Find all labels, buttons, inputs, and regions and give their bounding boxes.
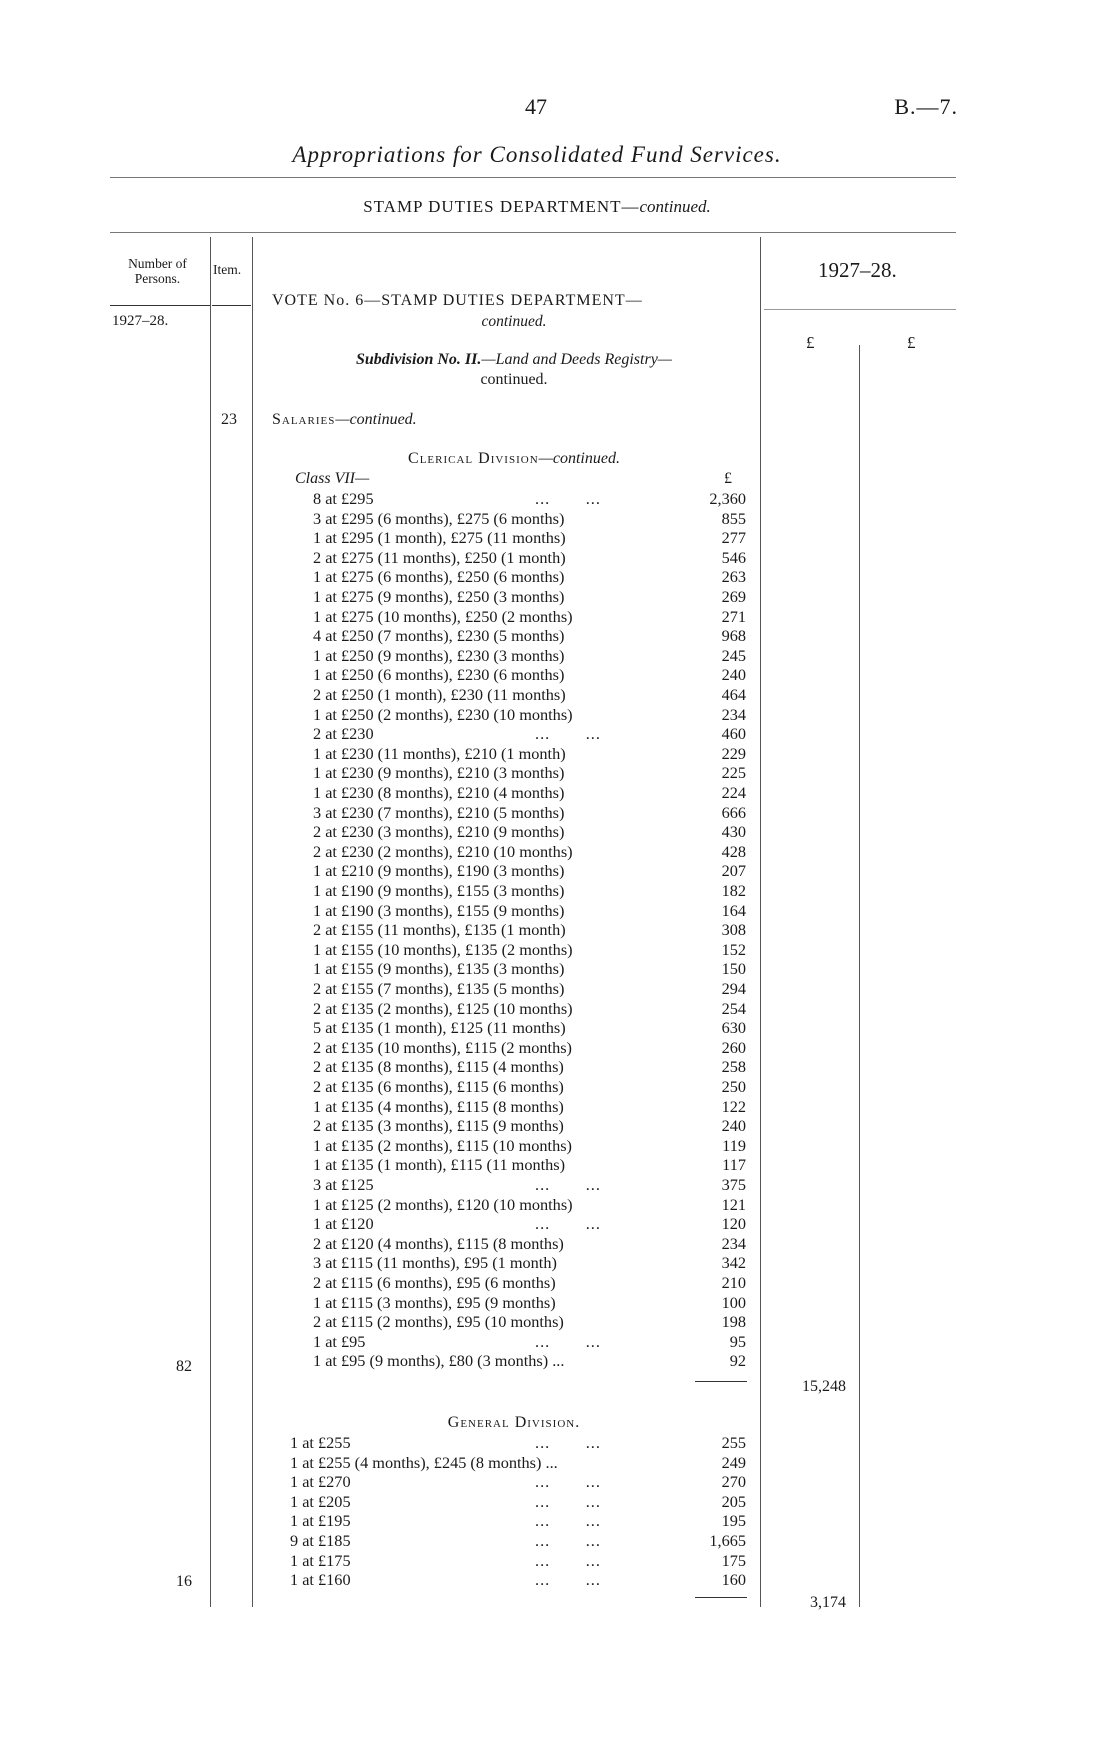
clerical-row-description: 2 at £155 (11 months), £135 (1 month)	[313, 920, 566, 940]
clerical-row-description: 1 at £155 (9 months), £135 (3 months)	[313, 959, 565, 979]
clerical-row-amount: 269	[721, 587, 746, 606]
clerical-row-description: 2 at £230 (3 months), £210 (9 months)	[313, 822, 565, 842]
clerical-row-description: 2 at £115 (2 months), £95 (10 months)	[313, 1312, 564, 1332]
clerical-row-amount: 428	[721, 841, 746, 861]
clerical-row	[0, 1116, 760, 1136]
general-row-description: 1 at £255 (4 months), £245 (8 months) ...	[290, 1452, 558, 1472]
general-row-leader-dots: ... ...	[535, 1472, 601, 1492]
clerical-row-amount: 92	[729, 1351, 746, 1371]
general-division-label: General Division.	[447, 1414, 581, 1431]
clerical-row-description: 1 at £230 (8 months), £210 (4 months)	[313, 783, 565, 802]
clerical-row	[0, 1273, 760, 1293]
subdivision-continued: continued.	[480, 371, 548, 388]
clerical-row	[0, 999, 760, 1019]
clerical-total-rule	[695, 1381, 747, 1382]
clerical-row-amount: 855	[721, 508, 746, 528]
clerical-division-continued: —continued.	[538, 450, 620, 467]
clerical-row-amount: 224	[721, 783, 746, 802]
clerical-row-amount: 308	[721, 920, 746, 940]
clerical-row	[0, 646, 760, 666]
clerical-row-amount: 150	[721, 959, 746, 979]
clerical-row	[0, 822, 760, 842]
clerical-row	[0, 1175, 760, 1195]
general-row-leader-dots: ... ...	[535, 1491, 601, 1511]
clerical-row	[0, 1293, 760, 1313]
pound-column-rule	[859, 345, 860, 1607]
clerical-row-description: 2 at £120 (4 months), £115 (8 months)	[313, 1233, 564, 1253]
clerical-row-amount: 375	[721, 1175, 746, 1194]
general-subtotal: 3,174	[810, 1594, 846, 1611]
pound-header-1: £	[806, 333, 815, 352]
department-continued: continued.	[639, 197, 711, 216]
clerical-row-description: 4 at £250 (7 months), £230 (5 months)	[313, 626, 565, 646]
clerical-row-description: 3 at £295 (6 months), £275 (6 months)	[313, 508, 565, 528]
subdivision-heading	[272, 351, 756, 369]
page-title: Appropriations for Consolidated Fund Services.	[292, 142, 782, 167]
clerical-row-description: 1 at £95 (9 months), £80 (3 months) ...	[313, 1351, 565, 1371]
clerical-row	[0, 861, 760, 881]
persons-year-header: 1927–28.	[112, 313, 169, 329]
clerical-row	[0, 567, 760, 587]
clerical-row-description: 1 at £155 (10 months), £135 (2 months)	[313, 939, 573, 959]
clerical-row	[0, 489, 760, 509]
general-row	[0, 1570, 760, 1590]
general-row-description: 1 at £195	[290, 1511, 351, 1531]
number-of-persons-header: Number of Persons.	[128, 256, 187, 286]
general-row	[0, 1531, 760, 1551]
document-code: B.—7.	[894, 94, 958, 119]
general-row-leader-dots: ... ...	[535, 1550, 601, 1570]
subdivision-number: Subdivision No. II.	[355, 351, 482, 368]
clerical-row-amount: 234	[721, 704, 746, 724]
clerical-row	[0, 1214, 760, 1234]
general-row-description: 1 at £205	[290, 1491, 351, 1511]
clerical-row-description: 2 at £230	[313, 724, 374, 744]
clerical-row-amount: 342	[721, 1253, 746, 1273]
clerical-row-leader-dots: ... ...	[535, 1175, 601, 1194]
general-row-description: 1 at £255	[290, 1433, 351, 1452]
vote-continued: continued.	[481, 313, 547, 330]
general-row	[0, 1511, 760, 1531]
general-row	[0, 1433, 760, 1453]
general-row-amount: 205	[721, 1491, 746, 1511]
class-label: Class VII—	[295, 470, 370, 487]
clerical-row-description: 1 at £230 (9 months), £210 (3 months)	[313, 763, 565, 783]
clerical-row-description: 1 at £210 (9 months), £190 (3 months)	[313, 861, 565, 881]
clerical-row-amount: 121	[721, 1194, 746, 1214]
clerical-row	[0, 685, 760, 705]
clerical-row	[0, 920, 760, 940]
general-total-rule	[695, 1597, 747, 1598]
clerical-row	[0, 901, 760, 921]
clerical-row-amount: 164	[721, 900, 746, 920]
clerical-row	[0, 528, 760, 548]
clerical-row-description: 1 at £135 (1 month), £115 (11 months)	[313, 1155, 566, 1175]
clerical-row-amount: 2,360	[709, 489, 746, 508]
clerical-division-label: Clerical Division	[408, 450, 539, 467]
clerical-row-description: 2 at £135 (2 months), £125 (10 months)	[313, 998, 573, 1018]
salaries-label: Salaries	[272, 411, 336, 428]
clerical-row-description: 1 at £250 (2 months), £230 (10 months)	[313, 704, 573, 724]
clerical-row	[0, 587, 760, 607]
clerical-row-description: 2 at £135 (3 months), £115 (9 months)	[313, 1116, 564, 1136]
clerical-row-amount: 271	[721, 606, 746, 626]
general-row-amount: 1,665	[709, 1531, 746, 1550]
clerical-row	[0, 959, 760, 979]
clerical-row-leader-dots: ... ...	[535, 489, 601, 508]
clerical-row-amount: 229	[721, 743, 746, 763]
clerical-row	[0, 626, 760, 646]
clerical-row-amount: 245	[721, 645, 746, 665]
department-name: STAMP DUTIES DEPARTMENT—	[363, 197, 640, 216]
vote-heading: VOTE No. 6—STAMP DUTIES DEPARTMENT—	[272, 292, 643, 309]
general-row-leader-dots: ... ...	[535, 1531, 601, 1550]
general-row-amount: 175	[721, 1550, 746, 1570]
general-row-leader-dots: ... ...	[535, 1511, 601, 1531]
general-row-leader-dots: ... ...	[535, 1433, 601, 1452]
clerical-row	[0, 665, 760, 685]
clerical-row-description: 1 at £135 (4 months), £115 (8 months)	[313, 1096, 564, 1116]
clerical-row-description: 1 at £230 (11 months), £210 (1 month)	[313, 743, 566, 763]
clerical-row	[0, 724, 760, 744]
clerical-row-amount: 294	[721, 979, 746, 998]
clerical-row-description: 2 at £135 (6 months), £115 (6 months)	[313, 1077, 564, 1096]
general-row-amount: 160	[721, 1570, 746, 1590]
table-top-rule	[110, 232, 956, 233]
clerical-row-description: 1 at £95	[313, 1331, 366, 1351]
general-row	[0, 1551, 760, 1571]
clerical-row	[0, 803, 760, 823]
clerical-row-leader-dots: ... ...	[535, 724, 601, 744]
clerical-row-description: 2 at £135 (10 months), £115 (2 months)	[313, 1037, 572, 1057]
clerical-row-description: 1 at £250 (9 months), £230 (3 months)	[313, 645, 565, 665]
clerical-division-heading	[272, 450, 756, 468]
clerical-row-amount: 100	[721, 1292, 746, 1312]
clerical-row	[0, 1136, 760, 1156]
clerical-row	[0, 607, 760, 627]
general-row-amount: 249	[721, 1452, 746, 1472]
clerical-row	[0, 1155, 760, 1175]
clerical-row	[0, 1195, 760, 1215]
clerical-row-description: 5 at £135 (1 month), £125 (11 months)	[313, 1018, 566, 1038]
page-number: 47	[525, 94, 547, 119]
general-row-description: 1 at £160	[290, 1570, 351, 1590]
clerical-row	[0, 1253, 760, 1273]
persons-header-rule	[110, 305, 210, 306]
clerical-row-amount: 258	[721, 1057, 746, 1077]
clerical-row	[0, 763, 760, 783]
salaries-heading	[272, 411, 417, 429]
general-row-description: 1 at £270	[290, 1472, 351, 1492]
clerical-row-description: 2 at £155 (7 months), £135 (5 months)	[313, 979, 565, 998]
clerical-row	[0, 705, 760, 725]
item-number: 23	[221, 411, 237, 428]
clerical-row-amount: 234	[721, 1233, 746, 1253]
clerical-row-amount: 666	[721, 802, 746, 822]
clerical-row	[0, 1018, 760, 1038]
clerical-row-description: 3 at £230 (7 months), £210 (5 months)	[313, 802, 565, 822]
general-row	[0, 1472, 760, 1492]
department-title	[0, 197, 1074, 217]
clerical-row-amount: 152	[721, 939, 746, 959]
clerical-row	[0, 548, 760, 568]
clerical-row-amount: 250	[721, 1077, 746, 1096]
clerical-row-amount: 240	[721, 665, 746, 685]
clerical-row-description: 2 at £275 (11 months), £250 (1 month)	[313, 547, 566, 567]
general-persons-count: 16	[176, 1573, 192, 1590]
subdivision-name: —Land and Deeds Registry—	[481, 351, 673, 368]
details-column-rule	[760, 237, 761, 1607]
item-header-rule	[212, 305, 251, 306]
clerical-row-description: 3 at £125	[313, 1175, 374, 1194]
clerical-row-description: 1 at £115 (3 months), £95 (9 months)	[313, 1292, 556, 1312]
clerical-row	[0, 509, 760, 529]
clerical-row	[0, 979, 760, 999]
clerical-row-description: 2 at £230 (2 months), £210 (10 months)	[313, 841, 573, 861]
clerical-persons-count: 82	[176, 1358, 192, 1375]
clerical-row-description: 1 at £135 (2 months), £115 (10 months)	[313, 1135, 572, 1155]
clerical-row-description: 1 at £125 (2 months), £120 (10 months)	[313, 1194, 573, 1214]
clerical-row-amount: 207	[721, 861, 746, 881]
year-header-rule	[764, 309, 956, 310]
clerical-row-description: 2 at £250 (1 month), £230 (11 months)	[313, 685, 566, 704]
item-header: Item.	[213, 262, 242, 277]
clerical-row	[0, 940, 760, 960]
clerical-row-amount: 182	[721, 881, 746, 900]
clerical-row	[0, 1057, 760, 1077]
general-row-amount: 195	[721, 1511, 746, 1531]
clerical-row-amount: 430	[721, 822, 746, 842]
clerical-row	[0, 783, 760, 803]
clerical-row-amount: 117	[722, 1155, 746, 1175]
clerical-row	[0, 1351, 760, 1371]
pound-header-2: £	[907, 333, 916, 352]
clerical-row-amount: 277	[721, 528, 746, 548]
clerical-row-amount: 630	[721, 1018, 746, 1038]
clerical-row-description: 1 at £250 (6 months), £230 (6 months)	[313, 665, 565, 685]
clerical-row-description: 2 at £115 (6 months), £95 (6 months)	[313, 1273, 556, 1292]
clerical-row-amount: 198	[721, 1312, 746, 1332]
clerical-row	[0, 842, 760, 862]
clerical-row-description: 1 at £120	[313, 1214, 374, 1234]
clerical-row-leader-dots: ... ...	[535, 1214, 601, 1234]
general-row-leader-dots: ... ...	[535, 1570, 601, 1590]
general-row-amount: 255	[721, 1433, 746, 1452]
clerical-row	[0, 744, 760, 764]
clerical-row-description: 3 at £115 (11 months), £95 (1 month)	[313, 1253, 557, 1273]
clerical-row	[0, 1097, 760, 1117]
clerical-row-amount: 546	[721, 547, 746, 567]
clerical-row-description: 1 at £190 (3 months), £155 (9 months)	[313, 900, 565, 920]
clerical-row-amount: 254	[721, 998, 746, 1018]
title-rule	[110, 177, 956, 178]
general-row	[0, 1492, 760, 1512]
salaries-continued: —continued.	[335, 411, 417, 428]
clerical-row-description: 2 at £135 (8 months), £115 (4 months)	[313, 1057, 564, 1077]
clerical-row-amount: 460	[721, 724, 746, 744]
clerical-row-amount: 122	[721, 1096, 746, 1116]
clerical-row-description: 1 at £295 (1 month), £275 (11 months)	[313, 528, 566, 548]
clerical-row-amount: 225	[721, 763, 746, 783]
clerical-row-description: 1 at £275 (10 months), £250 (2 months)	[313, 606, 573, 626]
clerical-row	[0, 1332, 760, 1352]
general-division-heading	[272, 1414, 756, 1432]
clerical-row	[0, 1038, 760, 1058]
clerical-row-amount: 260	[721, 1037, 746, 1057]
clerical-row-amount: 263	[721, 567, 746, 587]
clerical-row-amount: 464	[721, 685, 746, 704]
clerical-row-amount: 240	[721, 1116, 746, 1136]
clerical-row	[0, 1077, 760, 1097]
clerical-row-description: 1 at £190 (9 months), £155 (3 months)	[313, 881, 565, 900]
clerical-row-description: 8 at £295	[313, 489, 374, 508]
clerical-row-amount: 95	[729, 1331, 746, 1351]
clerical-row	[0, 881, 760, 901]
clerical-row-amount: 119	[722, 1135, 746, 1155]
amount-year-header: 1927–28.	[818, 258, 897, 282]
clerical-row-amount: 968	[721, 626, 746, 646]
clerical-row-leader-dots: ... ...	[535, 1331, 601, 1351]
clerical-row-amount: 210	[721, 1273, 746, 1292]
pound-column-label: £	[724, 470, 732, 487]
general-row-description: 1 at £175	[290, 1550, 351, 1570]
clerical-row	[0, 1234, 760, 1254]
clerical-row-description: 1 at £275 (9 months), £250 (3 months)	[313, 587, 565, 606]
general-row-description: 9 at £185	[290, 1531, 351, 1550]
clerical-row-amount: 120	[721, 1214, 746, 1234]
clerical-row	[0, 1312, 760, 1332]
general-row	[0, 1453, 760, 1473]
general-row-amount: 270	[721, 1472, 746, 1492]
clerical-subtotal: 15,248	[802, 1378, 846, 1395]
clerical-row-description: 1 at £275 (6 months), £250 (6 months)	[313, 567, 565, 587]
